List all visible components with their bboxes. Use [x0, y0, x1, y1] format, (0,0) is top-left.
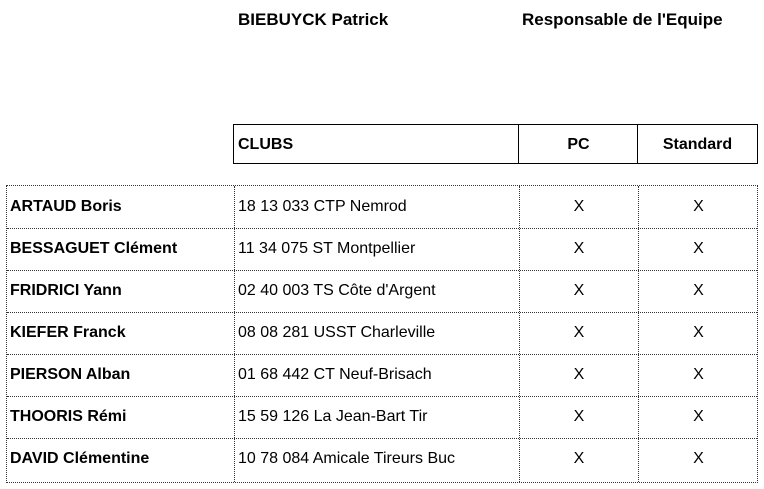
table-row	[7, 396, 757, 438]
pc-mark: X	[573, 408, 585, 425]
shooter-name: KIEFER Franck	[10, 324, 126, 341]
pc-mark: X	[573, 198, 585, 215]
column-header-clubs: CLUBS	[233, 124, 519, 164]
table-row	[7, 354, 757, 396]
club-info: 15 59 126 La Jean-Bart Tir	[238, 408, 428, 425]
table-row	[7, 312, 757, 354]
table-row	[7, 438, 757, 482]
table-row	[7, 228, 757, 270]
pc-mark: X	[573, 282, 585, 299]
standard-mark: X	[693, 282, 704, 299]
standard-mark: X	[693, 450, 704, 467]
club-info: 02 40 003 TS Côte d'Argent	[238, 282, 436, 299]
club-info: 18 13 033 CTP Nemrod	[238, 198, 407, 215]
standard-mark: X	[693, 240, 704, 257]
column-header-standard: Standard	[637, 124, 758, 164]
pc-mark: X	[573, 366, 585, 383]
club-info: 11 34 075 ST Montpellier	[238, 240, 416, 257]
shooter-name: FRIDRICI Yann	[10, 282, 122, 299]
pc-mark: X	[573, 450, 585, 467]
shooter-name: BESSAGUET Clément	[10, 240, 178, 257]
team-manager-name: BIEBUYCK Patrick	[238, 10, 389, 29]
table-row	[7, 186, 757, 228]
team-manager-role: Responsable de l'Equipe	[522, 10, 723, 29]
column-header-pc: PC	[518, 124, 638, 164]
club-info: 01 68 442 CT Neuf-Brisach	[238, 366, 432, 383]
shooter-name: DAVID Clémentine	[10, 450, 150, 467]
shooter-name: PIERSON Alban	[10, 366, 131, 383]
standard-mark: X	[693, 408, 704, 425]
team-table	[6, 185, 758, 483]
standard-mark: X	[693, 366, 704, 383]
table-row	[7, 270, 757, 312]
club-info: 10 78 084 Amicale Tireurs Buc	[238, 450, 456, 467]
pc-mark: X	[573, 240, 585, 257]
standard-mark: X	[693, 198, 704, 215]
shooter-name: ARTAUD Boris	[10, 198, 122, 215]
pc-mark: X	[573, 324, 585, 341]
standard-mark: X	[693, 324, 704, 341]
club-info: 08 08 281 USST Charleville	[238, 324, 436, 341]
shooter-name: THOORIS Rémi	[10, 408, 127, 425]
